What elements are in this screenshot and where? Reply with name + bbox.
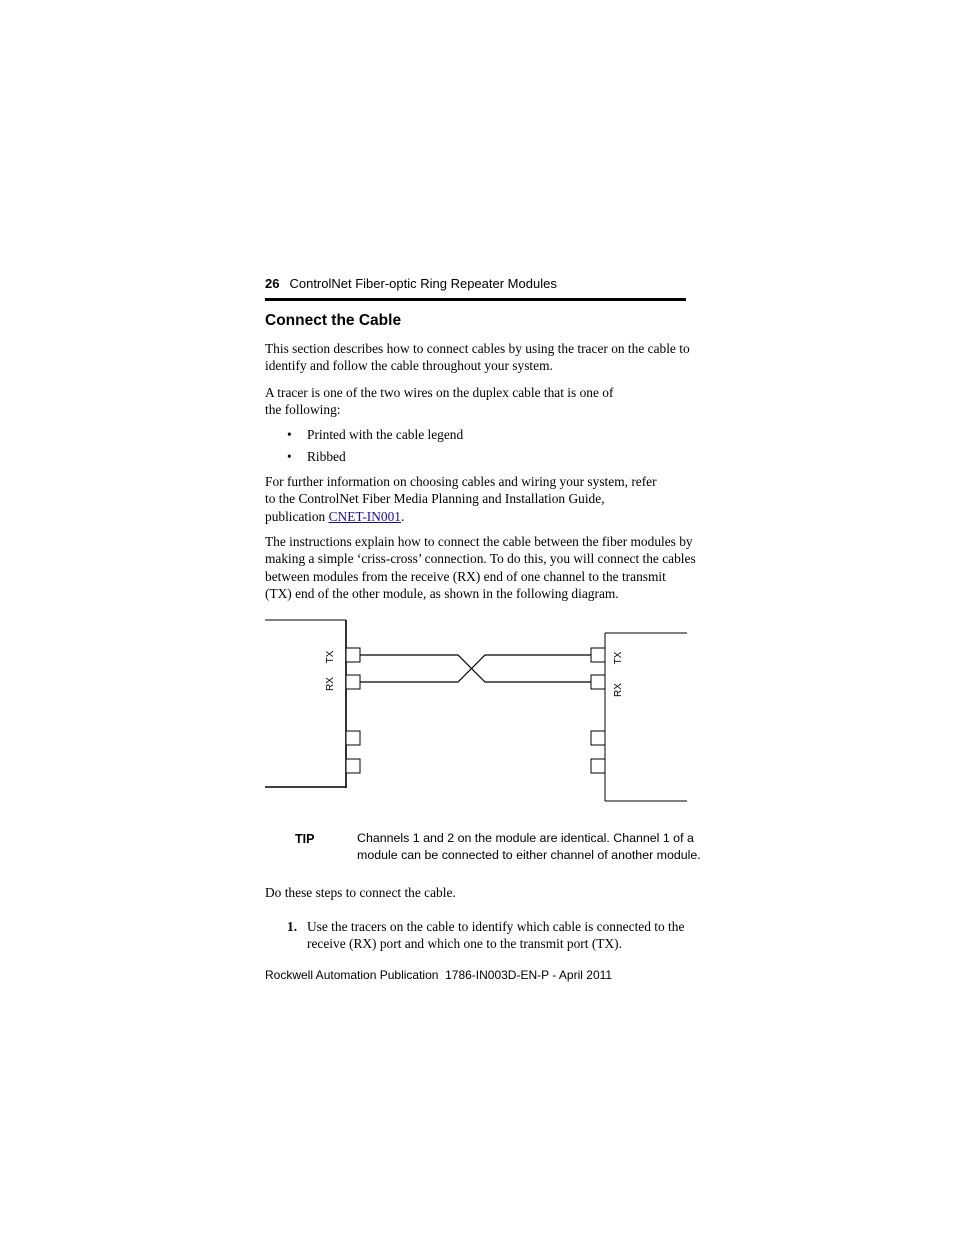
paragraph-intro	[265, 340, 690, 375]
text-line: For further information on choosing cables and wiring your system, refer	[265, 474, 657, 489]
paragraph-steps-intro	[265, 884, 456, 901]
header-rule	[265, 298, 686, 301]
running-header	[265, 276, 686, 291]
bullet-icon: •	[287, 427, 292, 442]
text-line: The instructions explain how to connect the cable between the fiber modules by	[265, 534, 693, 549]
tip-label: TIP	[295, 832, 315, 846]
step-text	[307, 918, 684, 953]
text-line: A tracer is one of the two wires on the duplex cable that is one of	[265, 385, 614, 400]
text-line: making a simple ‘criss-cross’ connection. To do this, you will connect the cables	[265, 551, 696, 567]
text-line: module can be connected to either channel of another module.	[357, 848, 701, 862]
text-line: Channels 1 and 2 on the module are identical. Channel 1 of a	[357, 831, 694, 845]
left-module	[265, 620, 346, 788]
text-line: between modules from the receive (RX) end of one channel to the transmit	[265, 568, 666, 584]
page-footer: Rockwell Automation Publication 1786-IN003D-EN-P - April 2011	[265, 968, 613, 982]
list-item	[287, 427, 463, 443]
publication-suffix: .	[401, 508, 405, 524]
text-line: (TX) end of the other module, as shown in the following diagram.	[265, 585, 619, 601]
list-item-label: Printed with the cable legend	[307, 427, 464, 442]
publication-link[interactable]: CNET-IN001	[328, 508, 401, 524]
right-port-3	[591, 731, 605, 745]
left-port-4	[346, 759, 360, 773]
right-rx-label: RX	[613, 683, 624, 697]
right-port-4	[591, 759, 605, 773]
left-rx-port	[346, 675, 360, 689]
paragraph-instructions	[265, 533, 696, 602]
text-line: Do these steps to connect the cable.	[265, 885, 456, 900]
criss-cross-cable-diagram	[265, 617, 690, 807]
left-rx-label: RX	[325, 677, 336, 691]
list-item	[287, 449, 346, 465]
text-line	[265, 508, 657, 525]
paragraph-further-info	[265, 473, 657, 525]
text-line: receive (RX) port and which one to the transmit port (TX).	[307, 936, 622, 952]
left-port-3	[346, 731, 360, 745]
left-tx-label: TX	[325, 650, 336, 664]
right-tx-label: TX	[613, 651, 624, 665]
paragraph-tracer	[265, 384, 613, 419]
right-tx-port	[591, 648, 605, 662]
text-line: This section describes how to connect cables by using the tracer on the cable to	[265, 341, 690, 356]
list-item-label: Ribbed	[307, 449, 346, 464]
right-rx-port	[591, 675, 605, 689]
cable-rx-to-tx	[360, 655, 591, 682]
step-number: 1.	[287, 919, 298, 934]
page-number: 26	[265, 276, 280, 291]
running-header-title: ControlNet Fiber-optic Ring Repeater Modules	[289, 276, 557, 291]
bullet-icon: •	[287, 449, 292, 464]
text-line: the following:	[265, 402, 341, 418]
text-line: identify and follow the cable throughout your system.	[265, 358, 553, 374]
publication-prefix: publication	[265, 508, 329, 524]
cable-tx-to-rx	[360, 655, 591, 682]
left-tx-port	[346, 648, 360, 662]
text-line: to the ControlNet Fiber Media Planning and Installation Guide,	[265, 491, 605, 507]
tip-text	[357, 830, 701, 864]
text-line: Use the tracers on the cable to identify which cable is connected to the	[307, 919, 685, 934]
section-heading: Connect the Cable	[265, 312, 402, 329]
